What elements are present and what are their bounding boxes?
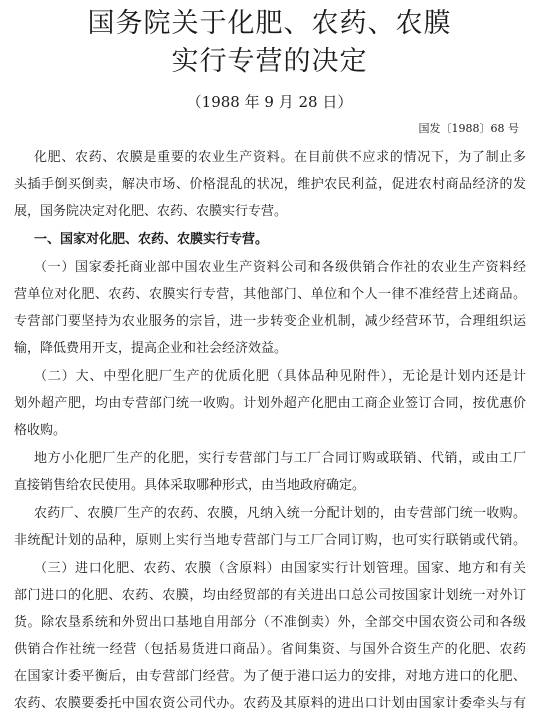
body-line: 营单位对化肥、农药、农膜实行专营，其他部门、单位和个人一律不准经营上述商品。 <box>14 287 526 302</box>
body-line: 直接销售给农民使用。具体采取哪种形式，由当地政府确定。 <box>14 478 366 493</box>
body-line: 非统配计划的品种，原则上实行当地专营部门与工厂合同订购，也可实行联销或代销。 <box>14 533 526 548</box>
document-date: （1988 年 9 月 28 日） <box>186 93 353 111</box>
body-line: 划外超产肥，均由专营部门统一收购。计划外超产化肥由工商企业签订合同，按优惠价 <box>14 396 526 411</box>
body-line: 农药、农膜要委托中国农资公司代办。农药及其原料的进出口计划由国家计委牵头与有 <box>14 696 526 711</box>
body-line: 头插手倒买倒卖，解决市场、价格混乱的状况，维护农民利益，促进农村商品经济的发 <box>14 177 526 192</box>
body-line: 供销合作社统一经营（包括易货进口商品）。省间集资、与国外合资生产的化肥、农药 <box>14 642 526 657</box>
body-line: 货。除农垦系统和外贸出口基地自用部分（不准倒卖）外，全部交中国农资公司和各级 <box>14 615 526 630</box>
document-number: 国发〔1988〕68 号 <box>418 122 519 135</box>
body-line: 农药厂、农膜厂生产的农药、农膜，凡纳入统一分配计划的，由专营部门统一收购。 <box>34 506 526 521</box>
body-line: 格收购。 <box>14 423 67 438</box>
document-title-line-1: 国务院关于化肥、农药、农膜 <box>87 8 452 39</box>
body-line: （三）进口化肥、农药、农膜（含原料）由国家实行计划管理。国家、地方和有关 <box>34 561 526 576</box>
body-line: 专营部门要坚持为农业服务的宗旨，进一步转变企业机制，减少经营环节，合理组织运 <box>14 314 526 329</box>
body-line: 地方小化肥厂生产的化肥，实行专营部门与工厂合同订购或联销、代销，或由工厂 <box>34 451 526 466</box>
body-line: 展，国务院决定对化肥、农药、农膜实行专营。 <box>14 204 288 219</box>
body-line: 在国家计委平衡后，由专营部门经营。为了便于港口运力的安排，对地方进口的化肥、 <box>14 669 526 684</box>
body-line: （二）大、中型化肥厂生产的优质化肥（具体品种见附件），无论是计划内还是计 <box>34 369 526 384</box>
section-heading: 一、国家对化肥、农药、农膜实行专营。 <box>34 232 269 247</box>
body-line: 输，降低费用开支，提高企业和社会经济效益。 <box>14 341 288 356</box>
document-title-line-2: 实行专营的决定 <box>171 46 368 77</box>
body-line: 部门进口的化肥、农药、农膜，均由经贸部的有关进出口总公司按国家计划统一对外订 <box>14 588 526 603</box>
body-line: （一）国家委托商业部中国农业生产资料公司和各级供销合作社的农业生产资料经 <box>34 260 526 275</box>
body-line: 化肥、农药、农膜是重要的农业生产资料。在目前供不应求的情况下，为了制止多 <box>34 150 526 165</box>
